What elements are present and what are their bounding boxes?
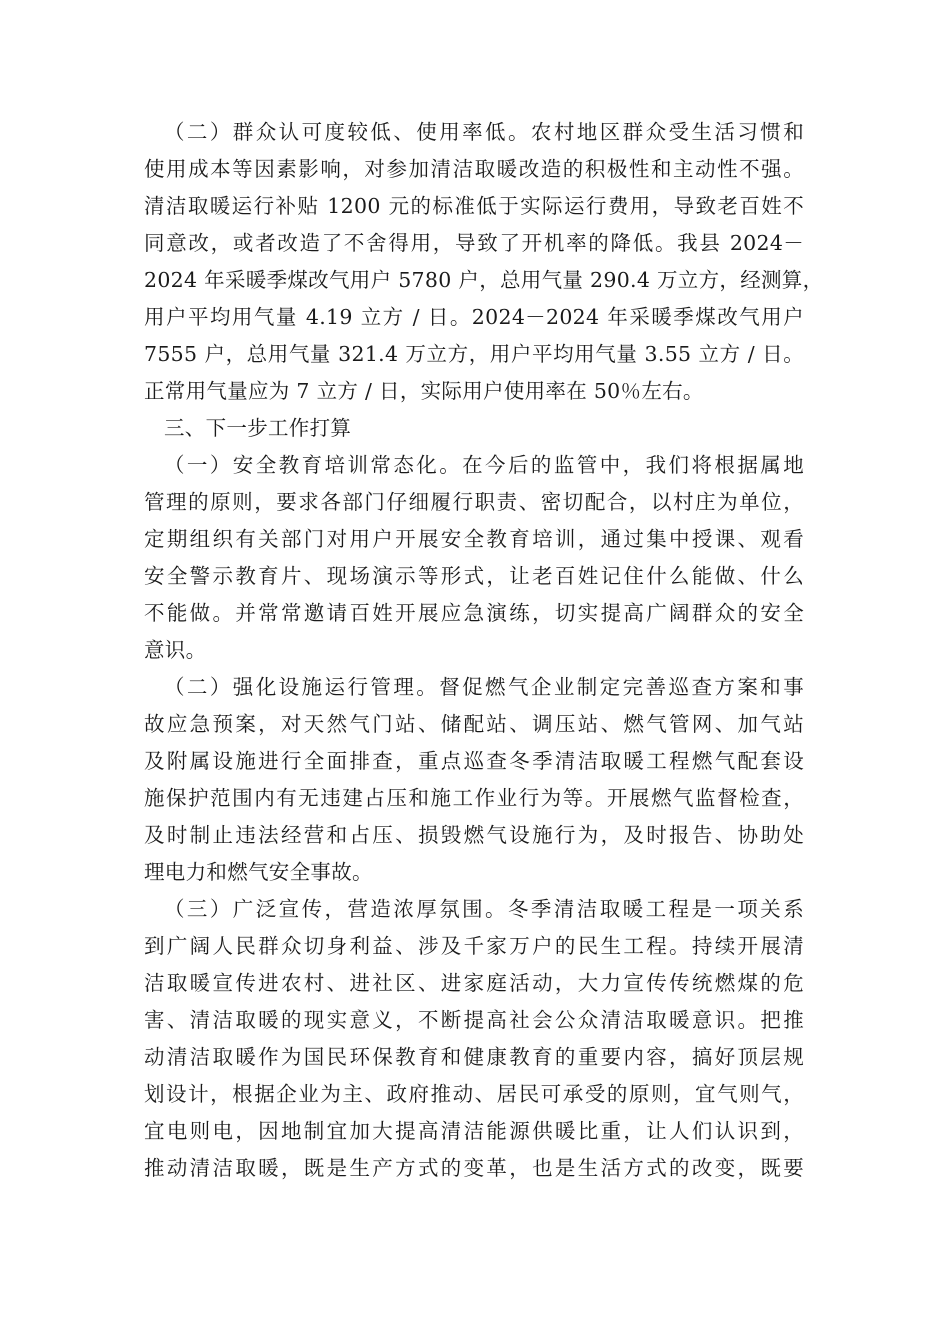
text-line: 不能做。并常常邀请百姓开展应急演练，切实提高广阔群众的安全 [144, 601, 804, 625]
text-line: 2024 年采暖季煤改气用户 5780 户，总用气量 290.4 万立方，经测算， [144, 268, 824, 292]
text-line: （二）强化设施运行管理。督促燃气企业制定完善巡查方案和事 [164, 675, 804, 699]
text-line: 意识。 [144, 638, 207, 662]
text-line: 7555 户，总用气量 321.4 万立方，用户平均用气量 3.55 立方 / 日。 [144, 342, 804, 366]
text-line: 害、清洁取暖的现实意义，不断提高社会公众清洁取暖意识。把推 [144, 1008, 804, 1032]
text-line: （二）群众认可度较低、使用率低。农村地区群众受生活习惯和 [164, 120, 804, 144]
text-line: 到广阔人民群众切身利益、涉及千家万户的民生工程。持续开展清 [144, 934, 804, 958]
text-line: 同意改，或者改造了不舍得用，导致了开机率的降低。我县 2024－ [144, 231, 804, 255]
body-text [144, 114, 824, 1187]
text-line: 理电力和燃气安全事故。 [144, 860, 373, 884]
text-line: 用户平均用气量 4.19 立方 / 日。2024－2024 年采暖季煤改气用户 [144, 305, 804, 329]
text-line: 及附属设施进行全面排查，重点巡查冬季清洁取暖工程燃气配套设 [144, 749, 804, 773]
text-line: 洁取暖宣传进农村、进社区、进家庭活动，大力宣传传统燃煤的危 [144, 971, 804, 995]
text-line: 使用成本等因素影响，对参加清洁取暖改造的积极性和主动性不强。 [144, 157, 804, 181]
text-line: 安全警示教育片、现场演示等形式，让老百姓记住什么能做、什么 [144, 564, 804, 588]
text-line: 正常用气量应为 7 立方 / 日，实际用户使用率在 50％左右。 [144, 379, 704, 403]
text-line: 三、下一步工作打算 [164, 416, 352, 440]
text-line: 清洁取暖运行补贴 1200 元的标准低于实际运行费用，导致老百姓不 [144, 194, 804, 218]
text-line: 推动清洁取暖，既是生产方式的变革，也是生活方式的改变，既要 [144, 1156, 804, 1180]
text-line: 管理的原则，要求各部门仔细履行职责、密切配合，以村庄为单位， [144, 490, 804, 514]
text-line: 定期组织有关部门对用户开展安全教育培训，通过集中授课、观看 [144, 527, 804, 551]
text-line: （三）广泛宣传，营造浓厚氛围。冬季清洁取暖工程是一项关系 [164, 897, 804, 921]
text-line: 宜电则电，因地制宜加大提高清洁能源供暖比重，让人们认识到， [144, 1119, 804, 1143]
text-line: 及时制止违法经营和占压、损毁燃气设施行为，及时报告、协助处 [144, 823, 804, 847]
text-line: （一）安全教育培训常态化。在今后的监管中，我们将根据属地 [164, 453, 804, 477]
text-line: 施保护范围内有无违建占压和施工作业行为等。开展燃气监督检查， [144, 786, 804, 810]
text-line: 划设计，根据企业为主、政府推动、居民可承受的原则，宜气则气， [144, 1082, 804, 1106]
text-line: 动清洁取暖作为国民环保教育和健康教育的重要内容，搞好顶层规 [144, 1045, 804, 1069]
text-line: 故应急预案，对天然气门站、储配站、调压站、燃气管网、加气站 [144, 712, 804, 736]
